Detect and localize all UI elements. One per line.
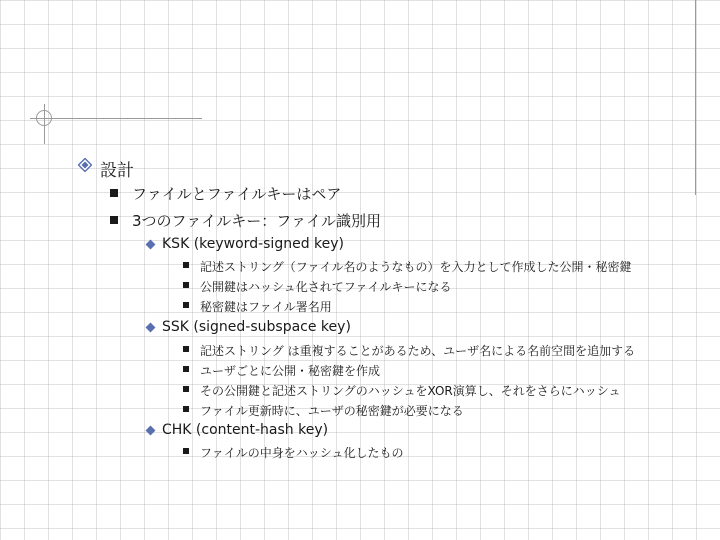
key-item-chk: [162, 422, 328, 438]
decorative-horizontal-line: [30, 118, 202, 119]
detail-item: [200, 444, 404, 461]
detail-text: ファイルの中身をハッシュ化したもの: [200, 446, 404, 460]
small-square-icon: [183, 302, 189, 308]
heading-item: [100, 156, 134, 181]
point-item: [132, 210, 381, 231]
key-item-ksk: [162, 236, 344, 252]
detail-text: その公開鍵と記述ストリングのハッシュをXOR演算し、それをさらにハッシュ: [200, 384, 621, 398]
point-text: 3つのファイルキー：ファイル識別用: [132, 212, 381, 230]
decorative-vertical-line: [695, 0, 696, 195]
key-label: KSK (keyword-signed key): [162, 236, 344, 252]
square-icon: [110, 216, 118, 224]
square-icon: [110, 189, 118, 197]
detail-item: [200, 342, 635, 359]
decorative-circle: [36, 110, 52, 126]
key-label: SSK (signed-subspace key): [162, 319, 351, 335]
small-diamond-icon: [146, 426, 156, 436]
small-square-icon: [183, 262, 189, 268]
small-diamond-icon: [146, 323, 156, 333]
small-diamond-icon: [146, 240, 156, 250]
detail-item: [200, 298, 332, 315]
key-item-ssk: [162, 319, 351, 335]
detail-item: [200, 382, 621, 399]
point-item: [132, 183, 341, 204]
detail-text: 記述ストリング は重複することがあるため、ユーザ名による名前空間を追加する: [200, 344, 636, 358]
detail-text: 記述ストリング（ファイル名のようなもの）を入力として作成した公開・秘密鍵: [200, 260, 632, 274]
small-square-icon: [183, 282, 189, 288]
small-square-icon: [183, 366, 189, 372]
detail-text: 公開鍵はハッシュ化されてファイルキーになる: [200, 280, 452, 294]
detail-item: [200, 258, 632, 275]
detail-text: 秘密鍵はファイル署名用: [200, 300, 332, 314]
diamond-icon: [78, 158, 92, 172]
detail-text: ユーザごとに公開・秘密鍵を作成: [200, 364, 381, 378]
detail-item: [200, 362, 380, 379]
heading-text: 設計: [100, 161, 134, 181]
detail-item: [200, 402, 464, 419]
small-square-icon: [183, 386, 189, 392]
key-label: CHK (content-hash key): [162, 422, 329, 438]
small-square-icon: [183, 346, 189, 352]
detail-item: [200, 278, 452, 295]
point-text: ファイルとファイルキーはペア: [132, 185, 342, 203]
detail-text: ファイル更新時に、ユーザの秘密鍵が必要になる: [200, 404, 464, 418]
small-square-icon: [183, 406, 189, 412]
small-square-icon: [183, 448, 189, 454]
